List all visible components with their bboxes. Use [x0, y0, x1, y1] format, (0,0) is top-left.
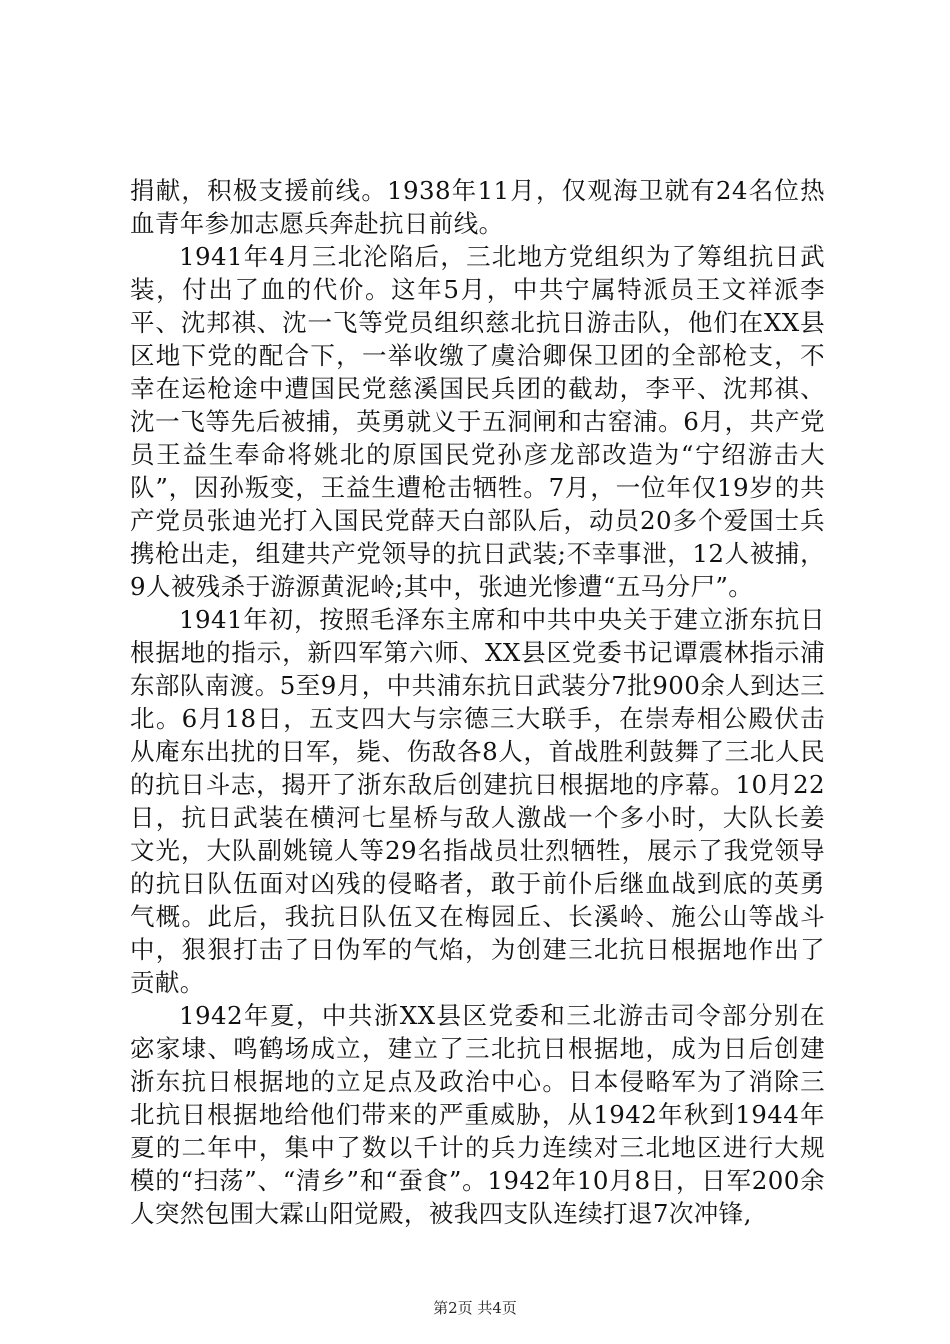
page-footer: 第2页 共4页 [433, 1299, 517, 1317]
paragraph-2: 1941年4月三北沦陷后，三北地方党组织为了筹组抗日武装，付出了血的代价。这年5月，中共宁属特派员王文祥派李平、沈邦祺、沈一飞等党员组织慈北抗日游击队，他们在XX县区地下党的配合下，一举收缴了虞洽卿保卫团的全部枪支，不幸在运枪途中遭国民党慈溪国民兵团的截劫，李平、沈邦祺、沈一飞等先后被捕，英勇就义于五洞闸和古窑浦。6月，共产党员王益生奉命将姚北的原国民党孙彦龙部改造为“宁绍游击大队”，因孙叛变，王益生遭枪击牺牲。7月，一位年仅19岁的共产党员张迪光打入国民党薛天白部队后，动员20多个爱国士兵携枪出走，组建共产党领导的抗日武装;不幸事泄，12人被捕，9人被残杀于游源黄泥岭;其中，张迪光惨遭“五马分尸”。 [130, 242, 825, 601]
paragraph-4: 1942年夏，中共浙XX县区党委和三北游击司令部分别在宓家埭、鸣鹤场成立，建立了三北抗日根据地，成为日后创建浙东抗日根据地的立足点及政治中心。日本侵略军为了消除三北抗日根据地给他们带来的严重威胁，从1942年秋到1944年夏的二年中，集中了数以千计的兵力连续对三北地区进行大规模的“扫荡”、“清乡”和“蚕食”。1942年10月8日，日军200余人突然包围大霖山阳觉殿，被我四支队连续打退7次冲锋, [130, 1001, 825, 1228]
paragraph-1: 捐献，积极支援前线。1938年11月，仅观海卫就有24名位热血青年参加志愿兵奔赴抗日前线。 [130, 176, 825, 238]
document-body [130, 174, 825, 1230]
paragraph-3: 1941年初，按照毛泽东主席和中共中央关于建立浙东抗日根据地的指示，新四军第六师、XX县区党委书记谭震林指示浦东部队南渡。5至9月，中共浦东抗日武装分7批900余人到达三北。6月18日，五支四大与宗德三大联手，在崇寿相公殿伏击从庵东出扰的日军，毙、伤敌各8人，首战胜利鼓舞了三北人民的抗日斗志，揭开了浙东敌后创建抗日根据地的序幕。10月22日，抗日武装在横河七星桥与敌人激战一个多小时，大队长姜文光，大队副姚镜人等29名指战员壮烈牺牲，展示了我党领导的抗日队伍面对凶残的侵略者，敢于前仆后继血战到底的英勇气概。此后，我抗日队伍又在梅园丘、长溪岭、施公山等战斗中，狠狠打击了日伪军的气焰，为创建三北抗日根据地作出了贡献。 [130, 605, 825, 997]
